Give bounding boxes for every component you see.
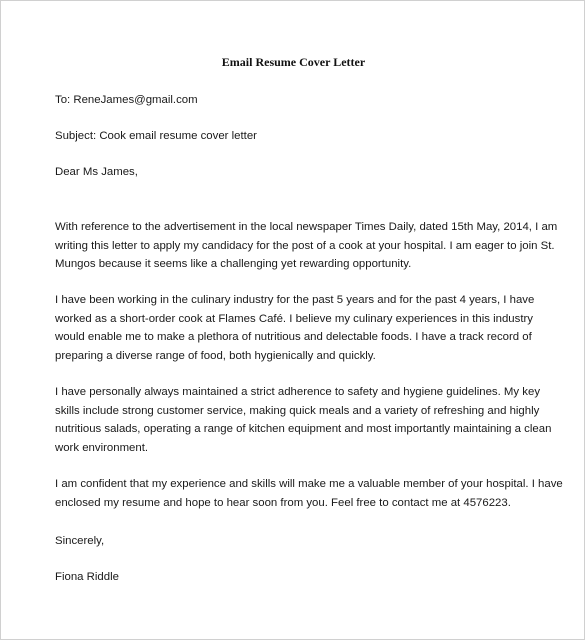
paragraph-line: I have personally always maintained a strict adherence to safety and hygiene guidelines. My key (55, 386, 541, 398)
paragraph-line: writing this letter to apply my candidacy for the post of a cook at your hospital. I am eager to join St. (55, 239, 555, 252)
paragraph-1 (55, 218, 558, 274)
paragraph-line: would enable me to make a plethora of nutritious and delectable foods. I have a track record of (55, 331, 532, 343)
paragraph-2 (55, 291, 535, 365)
paragraph-line: I am confident that my experience and skills will make me a valuable member of your hospital. I have (55, 478, 563, 490)
paragraph-4 (55, 475, 563, 512)
recipient-line: To: ReneJames@gmail.com (55, 94, 198, 106)
paragraph-line: worked as a short-order cook at Flames Café. I believe my culinary experiences in this industry (55, 312, 533, 325)
paragraph-line: nutritious salads, operating a range of kitchen equipment and most importantly maintaining a clean (55, 423, 552, 435)
paragraph-line: work environment. (55, 441, 149, 454)
paragraph-line: enclosed my resume and hope to hear soon from you. Feel free to contact me at 4576223. (55, 496, 511, 509)
paragraph-line: skills include strong customer service, making quick meals and a variety of refreshing and highly (55, 404, 540, 417)
closing: Sincerely, (55, 535, 105, 547)
paragraph-3 (55, 383, 552, 457)
salutation: Dear Ms James, (55, 166, 138, 178)
paragraph-line: preparing a diverse range of food, both hygienically and quickly. (55, 349, 376, 362)
signature-name: Fiona Riddle (55, 571, 119, 583)
paragraph-line: Mungos because it seems like a challenging yet rewarding opportunity. (55, 258, 412, 270)
paragraph-line: I have been working in the culinary industry for the past 5 years and for the past 4 years, I have (55, 294, 535, 306)
document-title: Email Resume Cover Letter (221, 55, 366, 69)
subject-line: Subject: Cook email resume cover letter (55, 130, 257, 142)
paragraph-line: With reference to the advertisement in the local newspaper Times Daily, dated 15th May, 2014, I am (55, 221, 558, 233)
